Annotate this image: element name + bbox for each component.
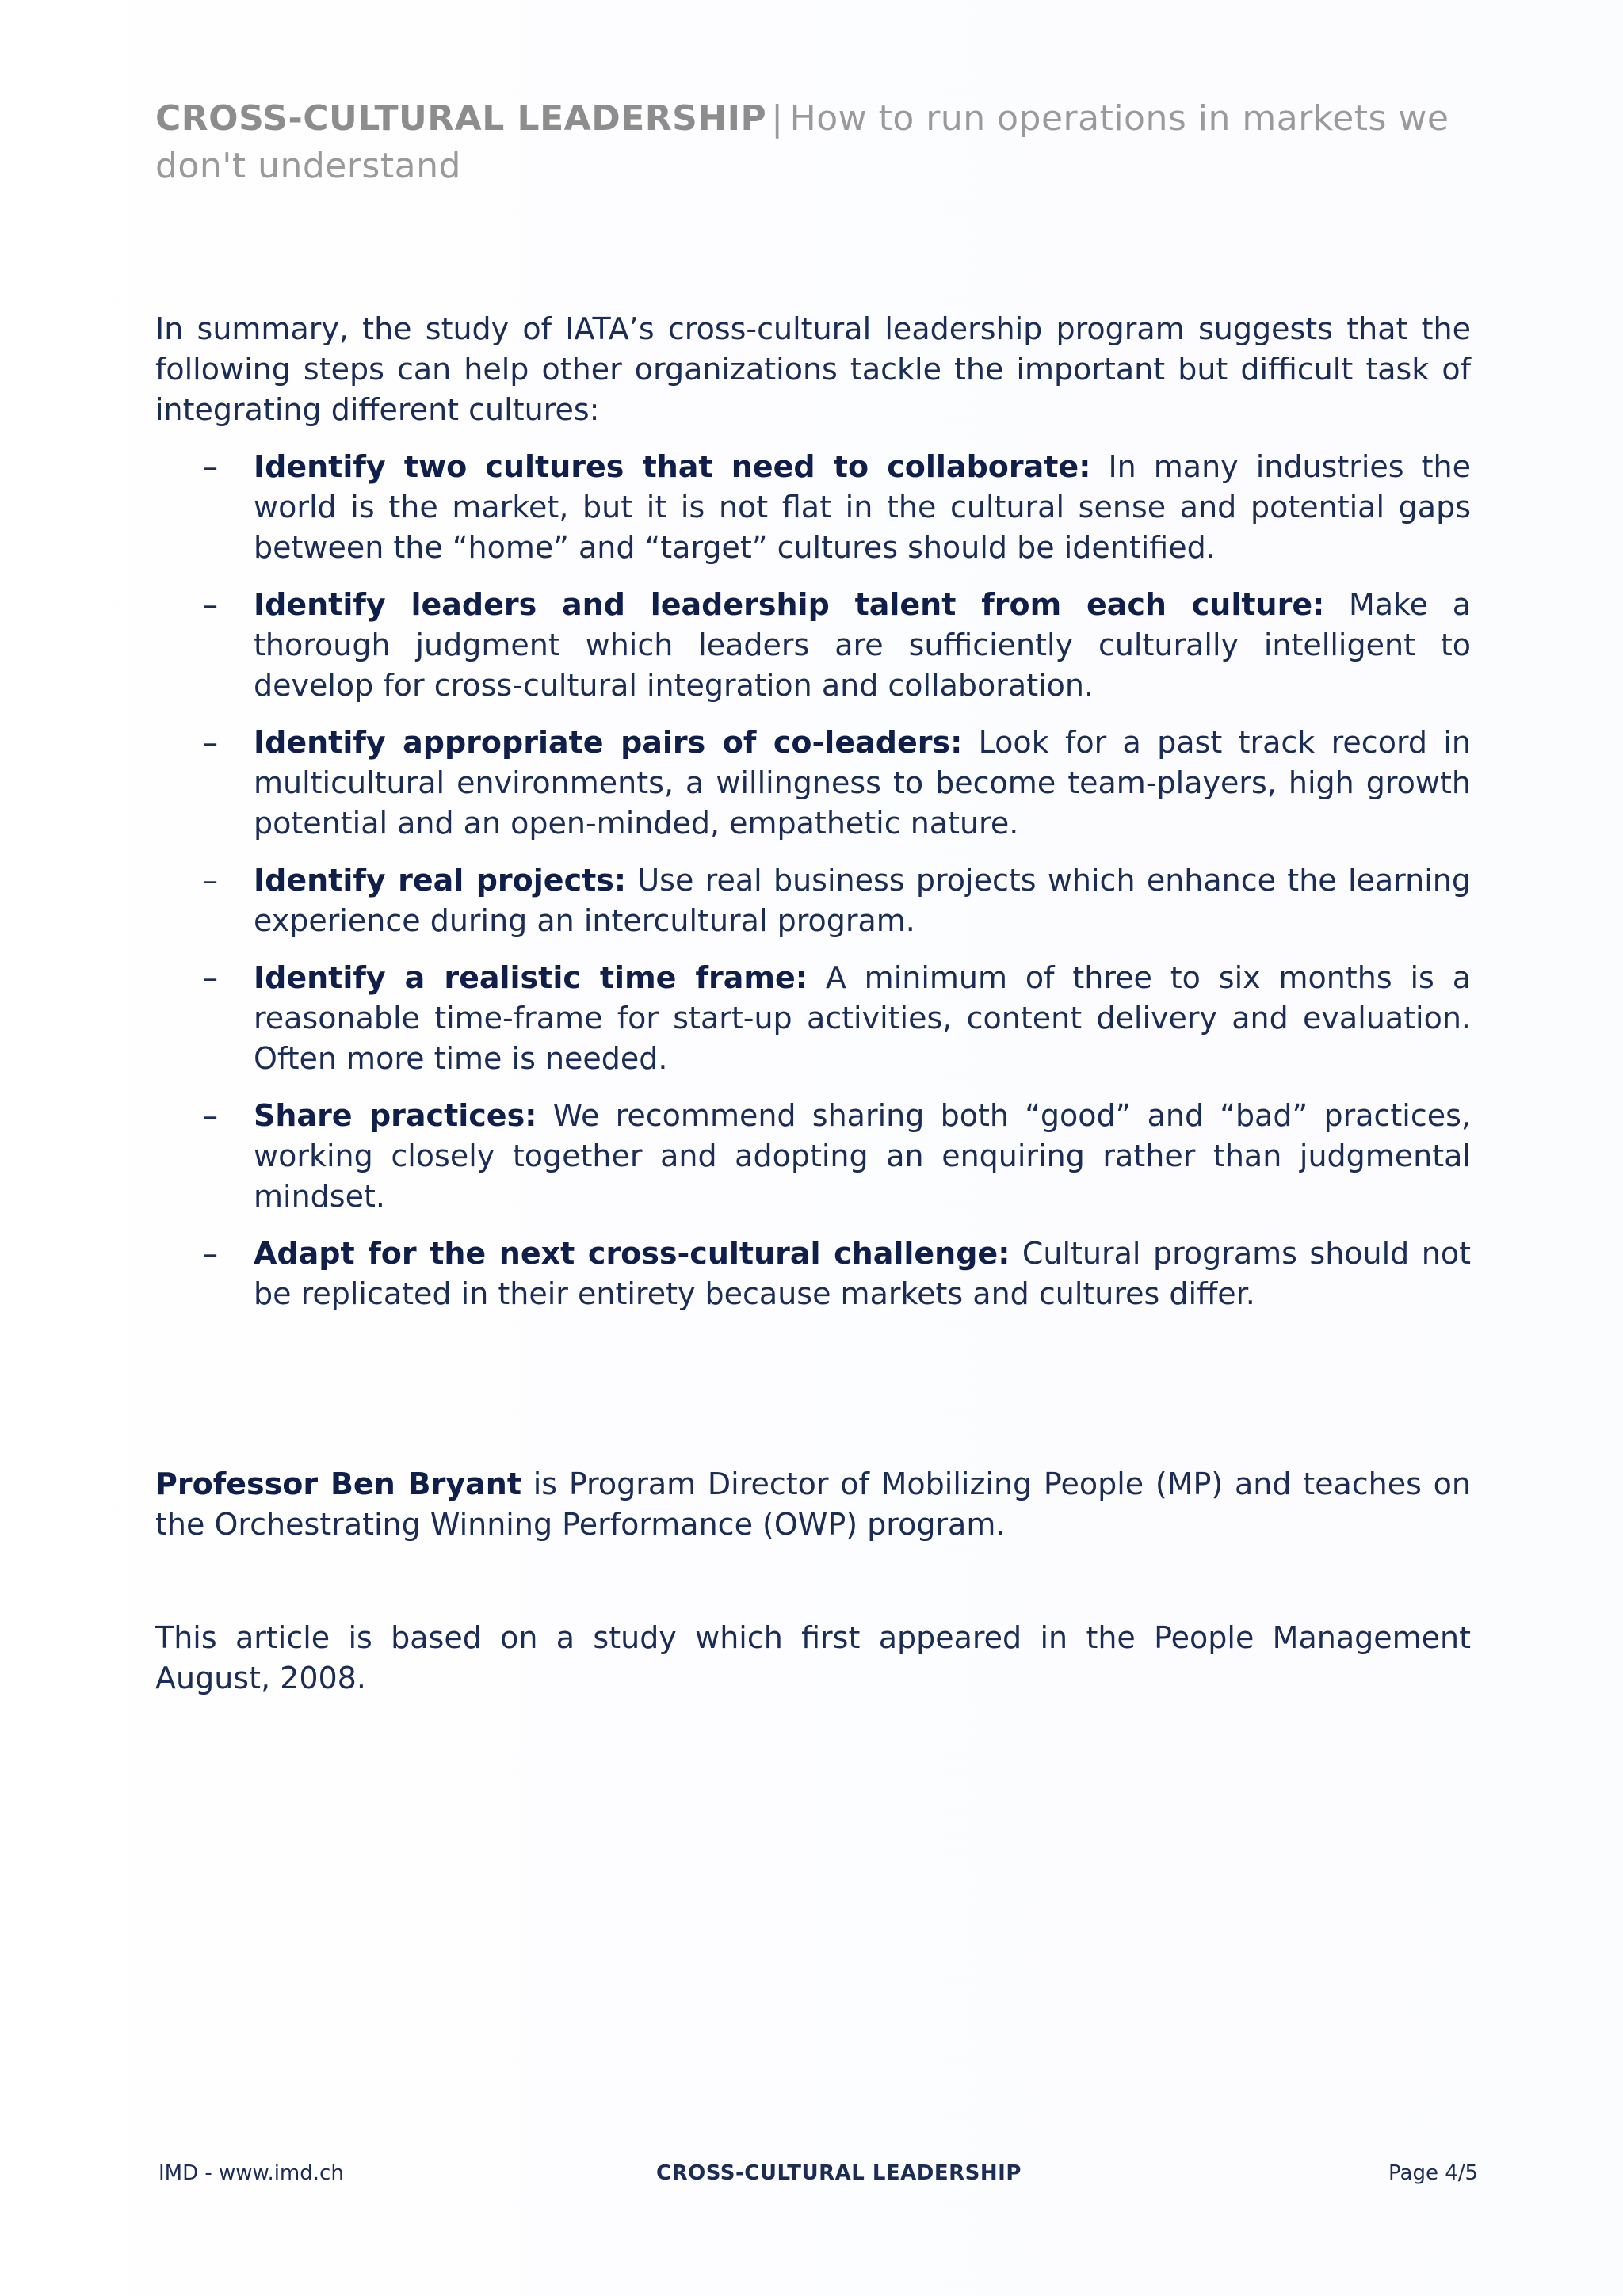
- step-lead: Identify real projects:: [254, 863, 627, 898]
- list-item: [155, 585, 1471, 706]
- step-text: A minimum of three to six months is a reasonable time-frame for start-up activities, content delivery and evaluation. Often more time is needed.: [254, 960, 1471, 1076]
- step-text: Make a thorough judgment which leaders are sufficiently culturally intelligent to develop for cross-cultural integration and collaboration.: [254, 587, 1472, 703]
- step-lead: Identify leaders and leadership talent from each culture:: [254, 587, 1325, 622]
- list-item: [155, 958, 1471, 1079]
- dash-bullet: –: [203, 863, 218, 898]
- list-item: [155, 723, 1471, 844]
- author-name: Professor Ben Bryant: [155, 1466, 521, 1501]
- dash-bullet: –: [203, 1236, 218, 1271]
- step-lead: Identify appropriate pairs of co-leaders:: [254, 725, 963, 760]
- header-separator: |: [771, 98, 784, 139]
- list-item: [155, 860, 1471, 941]
- steps-list: [155, 447, 1471, 1331]
- step-lead: Share practices:: [254, 1098, 537, 1133]
- step-lead: Identify two cultures that need to collaborate:: [254, 449, 1091, 484]
- intro-paragraph: In summary, the study of IATA’s cross-cultural leadership program suggests that the following steps can help other organizations tackle the important but difficult task of integrating different cultures:: [155, 311, 1471, 427]
- step-text: In many industries the world is the market, but it is not flat in the cultural sense and potential gaps between the “home” and “target” cultures should be identified.: [254, 449, 1472, 565]
- list-item: [155, 1234, 1471, 1314]
- page-header: [155, 95, 1471, 190]
- list-item: [155, 447, 1471, 568]
- footer-title: CROSS-CULTURAL LEADERSHIP: [656, 2161, 1022, 2185]
- dash-bullet: –: [203, 960, 218, 995]
- author-bio: [155, 1464, 1471, 1545]
- header-subtitle: How to run operations in markets we don't understand: [155, 98, 1449, 186]
- step-text: Use real business projects which enhance the learning experience during an intercultural program.: [254, 863, 1471, 938]
- dash-bullet: –: [203, 725, 218, 760]
- step-lead: Identify a realistic time frame:: [254, 960, 808, 995]
- footer-page-number: Page 4/5: [1388, 2161, 1479, 2185]
- step-lead: Adapt for the next cross-cultural challenge:: [254, 1236, 1010, 1271]
- footer-website: IMD - www.imd.ch: [158, 2161, 344, 2185]
- author-bio-text: is Program Director of Mobilizing People (MP) and teaches on the Orchestrating Winning Performance (OWP) program.: [155, 1466, 1471, 1542]
- header-title: CROSS-CULTURAL LEADERSHIP: [155, 98, 767, 139]
- dash-bullet: –: [203, 449, 218, 484]
- dash-bullet: –: [203, 1098, 218, 1133]
- source-note: This article is based on a study which first appeared in the People Management August, 2008.: [155, 1620, 1471, 1695]
- step-text: We recommend sharing both “good” and “bad” practices, working closely together and adopting an enquiring rather than judgmental mindset.: [254, 1098, 1471, 1214]
- step-text: Look for a past track record in multicultural environments, a willingness to become team-players, high growth potential and an open-minded, empathetic nature.: [254, 725, 1471, 841]
- step-text: Cultural programs should not be replicated in their entirety because markets and cultures differ.: [254, 1236, 1471, 1311]
- dash-bullet: –: [203, 587, 218, 622]
- list-item: [155, 1096, 1471, 1217]
